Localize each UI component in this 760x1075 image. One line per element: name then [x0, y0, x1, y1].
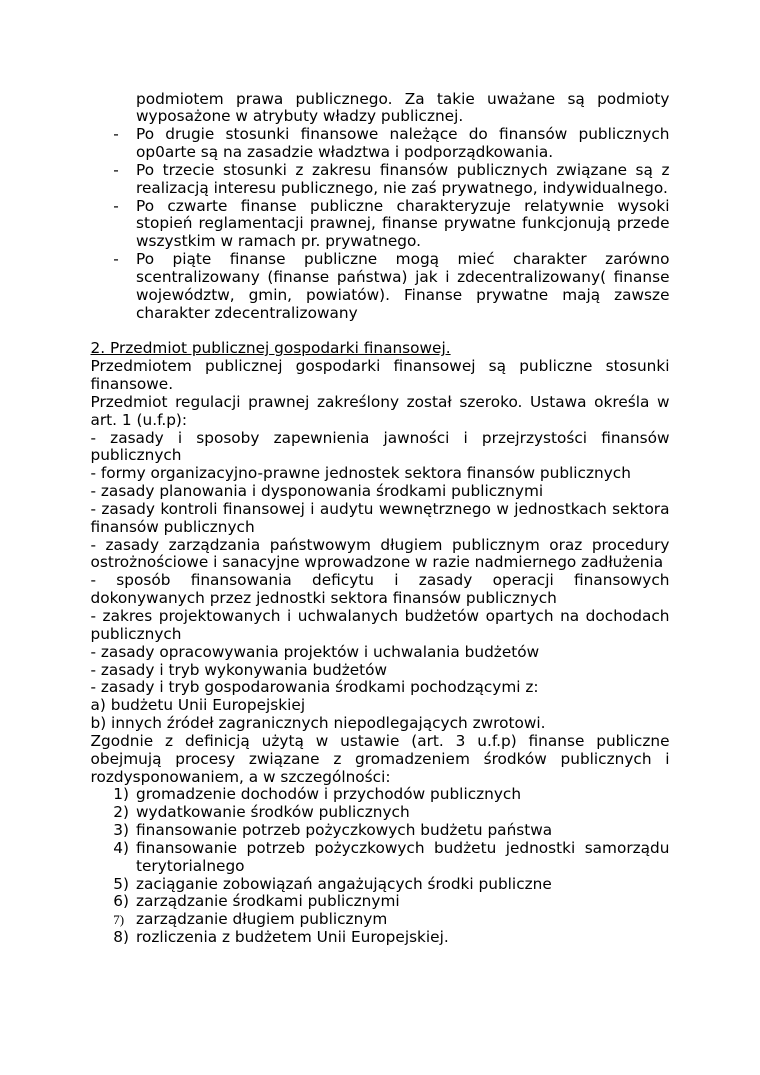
bullet-continuation [91, 91, 670, 127]
numbered-text: zaciąganie zobowiązań angażujących środki publiczne [136, 874, 552, 893]
bullet-text: Po piąte finanse publiczne mogą mieć charakter zarówno scentralizowany (finanse państwa) jak i zdecentralizowany( finanse województw, gmin, powiatów). Finanse prywatne mają zawsze charakter zdecentralizowany [136, 250, 670, 322]
scope-line: - zakres projektowanych i uchwalanych budżetów opartych na dochodach publicznych [90, 606, 670, 643]
numbered-marker: 1) [113, 785, 130, 804]
numbered-marker: 7) [113, 912, 125, 928]
source-line: b) innych źródeł zagranicznych niepodlegających zwrotowi. [90, 714, 546, 733]
numbered-item [91, 840, 670, 876]
source-line: a) budżetu Unii Europejskiej [90, 696, 306, 715]
numbered-text: finansowanie potrzeb pożyczkowych budżetu państwa [136, 821, 553, 840]
bullet-marker: - [113, 196, 119, 215]
numbered-marker: 6) [113, 892, 130, 911]
text-column [91, 91, 670, 948]
scope-line: - formy organizacyjno-prawne jednostek sektora finansów publicznych [90, 464, 631, 483]
blank-line [91, 322, 670, 340]
bullet-item [91, 126, 670, 162]
bullet-continuation-text: podmiotem prawa publicznego. Za takie uważane są podmioty wyposażone w atrybuty władzy publicznej. [136, 89, 670, 126]
numbered-marker: 5) [113, 874, 130, 893]
numbered-item [91, 786, 670, 804]
bullet-marker: - [113, 250, 119, 269]
numbered-item [91, 929, 670, 947]
numbered-item [91, 876, 670, 894]
numbered-marker: 4) [113, 838, 130, 857]
section-heading: 2. Przedmiot publicznej gospodarki finansowej. [90, 339, 451, 358]
scope-line: - sposób finansowania deficytu i zasady operacji finansowych dokonywanych przez jednostki sektora finansów publicznych [90, 571, 670, 608]
numbered-marker: 2) [113, 803, 130, 822]
numbered-item [91, 911, 670, 929]
bullet-marker: - [113, 125, 119, 144]
numbered-text: finansowanie potrzeb pożyczkowych budżetu jednostki samorządu terytorialnego [136, 838, 670, 875]
numbered-text: zarządzanie długiem publicznym [136, 910, 388, 929]
scope-line: - zasady kontroli finansowej i audytu wewnętrznego w jednostkach sektora finansów publicznych [90, 499, 670, 536]
numbered-item [91, 893, 670, 911]
bullet-item [91, 162, 670, 198]
scope-line: - zasady i tryb wykonywania budżetów [90, 660, 388, 679]
numbered-marker: 3) [113, 821, 130, 840]
bullet-text: Po czwarte finanse publiczne charakteryzuje relatywnie wysoki stopień reglamentacji prawnej, finanse prywatne funkcjonują przede wszystkim w ramach pr. prywatnego. [136, 196, 670, 251]
scope-intro: Przedmiot regulacji prawnej zakreślony został szeroko. Ustawa określa w art. 1 (u.f.p): [90, 392, 670, 429]
scope-line: - zasady opracowywania projektów i uchwalania budżetów [90, 642, 540, 661]
numbered-item [91, 804, 670, 822]
numbered-text: gromadzenie dochodów i przychodów publicznych [136, 785, 522, 804]
bullet-text: Po trzecie stosunki z zakresu finansów publicznych związane są z realizacją interesu publicznego, nie zaś prywatnego, indywidualnego. [136, 160, 670, 197]
numbered-marker: 8) [113, 928, 130, 947]
scope-line: - zasady i sposoby zapewnienia jawności i przejrzystości finansów publicznych [90, 428, 670, 465]
scope-line: - zasady planowania i dysponowania środkami publicznymi [90, 482, 544, 501]
bullet-item [91, 198, 670, 252]
numbered-item [91, 822, 670, 840]
bullet-item [91, 251, 670, 322]
definition-paragraph: Zgodnie z definicją użytą w ustawie (art. 3 u.f.p) finanse publiczne obejmują procesy związane z gromadzeniem środków publicznych i rozdysponowaniem, a w szczególności: [90, 731, 670, 786]
scope-line: - zasady i tryb gospodarowania środkami pochodzącymi z: [90, 678, 539, 697]
numbered-text: wydatkowanie środków publicznych [136, 803, 410, 822]
bullet-text: Po drugie stosunki finansowe należące do finansów publicznych op0arte są na zasadzie władztwa i podporządkowania. [136, 125, 670, 162]
bullet-marker: - [113, 160, 119, 179]
numbered-text: rozliczenia z budżetem Unii Europejskiej. [136, 928, 449, 947]
section-intro: Przedmiotem publicznej gospodarki finansowej są publiczne stosunki finansowe. [90, 357, 670, 393]
numbered-text: zarządzanie środkami publicznymi [136, 892, 400, 911]
scope-line: - zasady zarządzania państwowym długiem publicznym oraz procedury ostrożnościowe i sanacyjne wprowadzone w razie nadmiernego zadłużenia [90, 535, 670, 572]
